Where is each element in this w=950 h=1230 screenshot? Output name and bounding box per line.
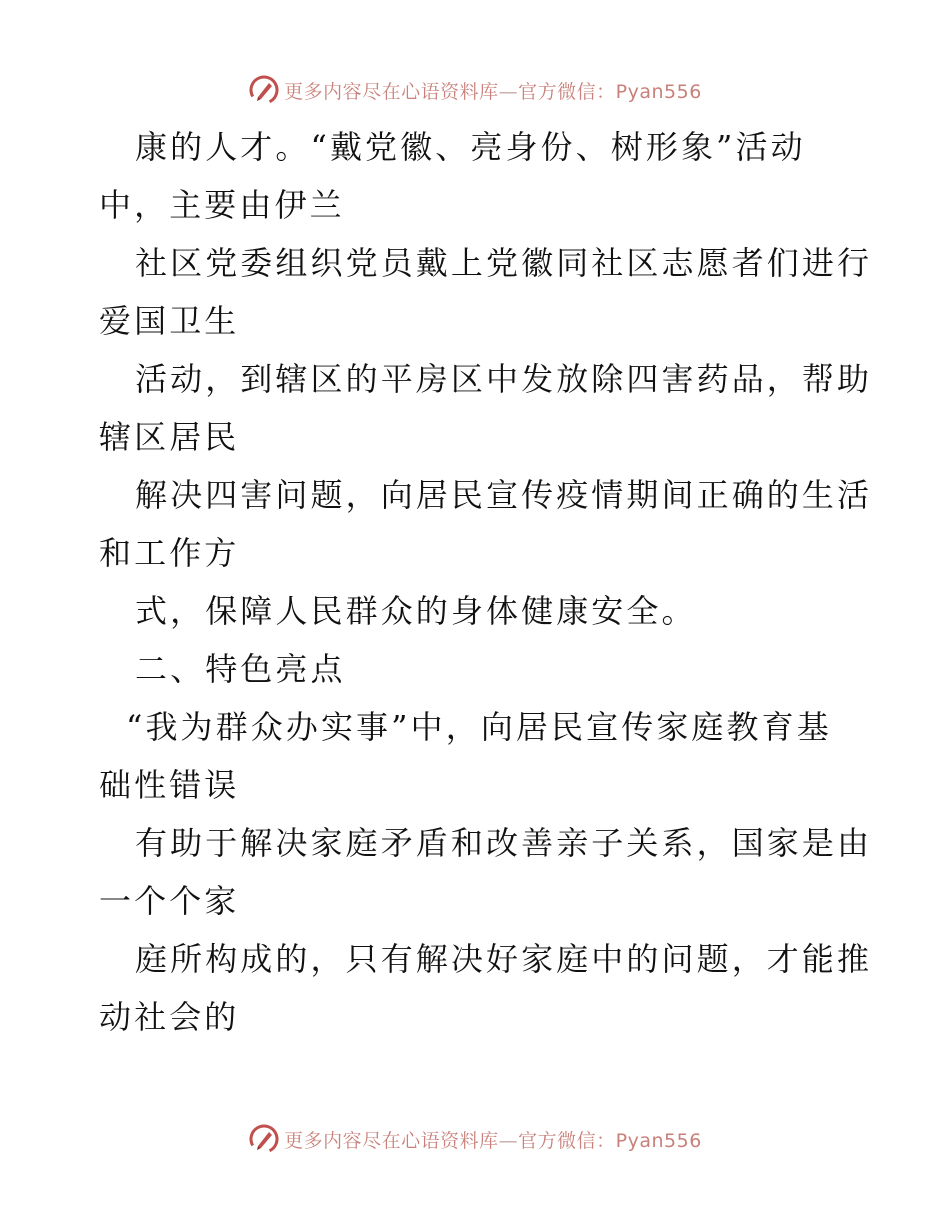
pen-logo-icon [248, 1123, 280, 1155]
text-line: 式，保障人民群众的身体健康安全。 [135, 592, 697, 630]
document-body [99, 118, 873, 1046]
text-line: 动社会的 [99, 998, 240, 1036]
text-line: “我为群众办实事”中，向居民宣传家庭教育基 [126, 708, 832, 746]
pen-logo-icon [248, 74, 280, 106]
watermark-text: 更多内容尽在心语资料库—官方微信：Pyan556 [284, 1129, 702, 1152]
text-line: 辖区居民 [99, 418, 240, 456]
text-line: 爱国卫生 [99, 302, 240, 340]
page-footer-watermark [0, 1119, 950, 1159]
text-line: 庭所构成的，只有解决好家庭中的问题，才能推 [135, 940, 873, 978]
text-line: 社区党委组织党员戴上党徽同社区志愿者们进行 [135, 244, 873, 282]
page-header-watermark [0, 70, 950, 110]
text-line: 础性错误 [99, 766, 240, 804]
text-line: 中，主要由伊兰 [99, 186, 345, 224]
watermark-text: 更多内容尽在心语资料库—官方微信：Pyan556 [284, 80, 702, 103]
text-line: 康的人才。“戴党徽、亮身份、树形象”活动 [135, 128, 806, 166]
text-line: 活动，到辖区的平房区中发放除四害药品，帮助 [135, 360, 873, 398]
text-line: 和工作方 [99, 534, 240, 572]
text-line: 解决四害问题，向居民宣传疫情期间正确的生活 [135, 476, 873, 514]
text-line: 有助于解决家庭矛盾和改善亲子关系，国家是由 [135, 824, 873, 862]
section-heading: 二、特色亮点 [135, 650, 346, 688]
text-line: 一个个家 [99, 882, 240, 920]
